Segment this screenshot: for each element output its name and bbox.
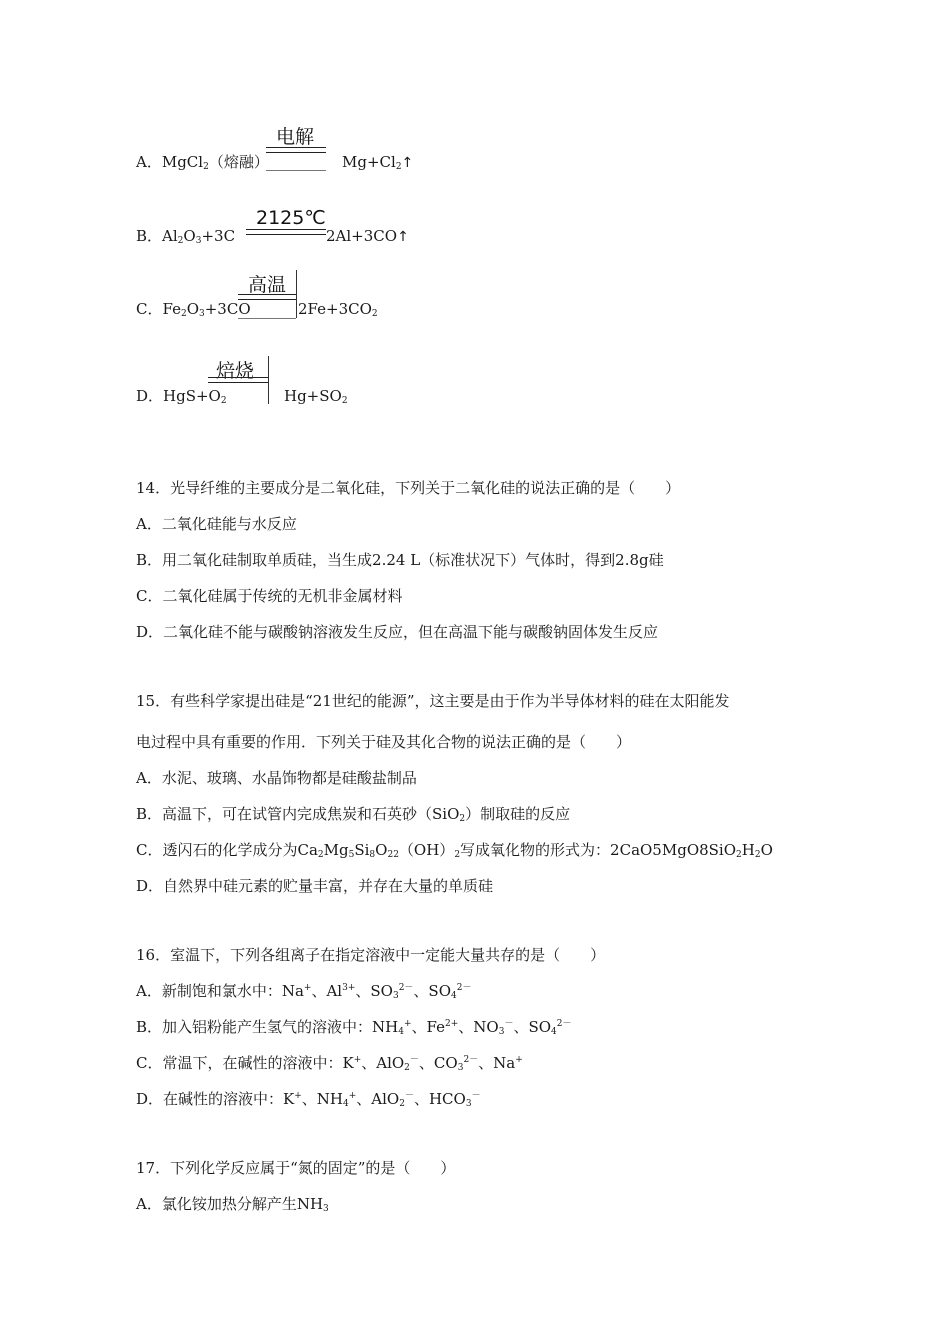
double-line bbox=[246, 229, 326, 235]
q15-option-d: D．自然界中硅元素的贮量丰富，并存在大量的单质硅 bbox=[136, 877, 494, 895]
q13-option-d: D．$HgS+O_2$ bbox=[136, 387, 227, 406]
q14-stem: 14．光导纤维的主要成分是二氧化硅，下列关于二氧化硅的说法正确的是（ ） bbox=[136, 479, 681, 497]
q14-option-b: B．用二氧化硅制取单质硅，当生成2.24 L（标准状况下）气体时，得到2.8g硅 bbox=[136, 551, 664, 569]
q15-stem-line2: 电过程中具有重要的作用．下列关于硅及其化合物的说法正确的是（ ） bbox=[136, 733, 632, 751]
q14-option-d: D．二氧化硅不能与碳酸钠溶液发生反应，但在高温下能与碳酸钠固体发生反应 bbox=[136, 623, 659, 641]
condition-electrolysis: 电解 bbox=[276, 126, 315, 148]
q15-option-a: A．水泥、玻璃、水晶饰物都是硅酸盐制品 bbox=[136, 769, 417, 787]
q14-option-a: A．二氧化硅能与水反应 bbox=[136, 515, 297, 533]
condition-temperature: 2125℃ bbox=[256, 207, 326, 229]
q16-option-c: C．常温下，在碱性的溶液中：K+、AlO$_2$－、$CO_3^{2-}$、Na+ bbox=[136, 1054, 523, 1073]
q13-option-a: A．MgCl$_2$（熔融） bbox=[136, 153, 269, 172]
double-line bbox=[266, 147, 326, 153]
q13-option-b-product: 2Al+3CO↑ bbox=[326, 227, 409, 245]
double-line bbox=[208, 377, 268, 383]
vertical-bar bbox=[268, 356, 269, 404]
thin-line bbox=[266, 170, 326, 171]
q16-option-a: A．新制饱和氯水中：Na+、$Al^{3+}$、$SO_3^{2-}$、$SO_4^{2-}$ bbox=[136, 982, 472, 1001]
q16-stem: 16．室温下，下列各组离子在指定溶液中一定能大量共存的是（ ） bbox=[136, 946, 606, 964]
condition-high-temperature: 高温 bbox=[248, 274, 287, 296]
q14-option-c: C．二氧化硅属于传统的无机非金属材料 bbox=[136, 587, 403, 605]
q17-stem: 17．下列化学反应属于“氮的固定”的是（ ） bbox=[136, 1159, 456, 1177]
q13-option-b: B．$Al_2O_3+3C$ bbox=[136, 227, 236, 246]
q15-option-c: C．透闪石的化学成分为$Ca_2Mg_5Si_8O_{22}(OH)_2$写成氧化物的形式为：$2CaO5MgO8SiO_2H_2O$ bbox=[136, 841, 773, 860]
q13-option-c: C．$Fe_2O_3+3CO$ bbox=[136, 300, 251, 319]
q13-option-a-product: $Mg+Cl_2↑$ bbox=[342, 153, 414, 172]
condition-roasting: 焙烧 bbox=[216, 360, 255, 382]
q16-option-d: D．在碱性的溶液中：K+、$NH_4^+$、AlO$_2$－、$HCO_3^-$ bbox=[136, 1090, 481, 1109]
q13-option-d-product: $Hg+SO_2$ bbox=[284, 387, 348, 406]
q17-option-a: A．氯化铵加热分解产生$NH_3$ bbox=[136, 1195, 329, 1214]
q16-option-b: B．加入铝粉能产生氢气的溶液中：$NH_4^+$、$Fe^{2+}$、$NO_3^-$、$SO_4^{2-}$ bbox=[136, 1018, 572, 1037]
q13-option-c-product: $2Fe+3CO_2$ bbox=[298, 300, 378, 319]
q15-option-b: B．高温下，可在试管内完成焦炭和石英砂（SiO$_2$）制取硅的反应 bbox=[136, 805, 571, 824]
q15-stem-line1: 15．有些科学家提出硅是“21世纪的能源”，这主要是由于作为半导体材料的硅在太阳能发 bbox=[136, 692, 730, 710]
vertical-bar bbox=[296, 270, 297, 318]
